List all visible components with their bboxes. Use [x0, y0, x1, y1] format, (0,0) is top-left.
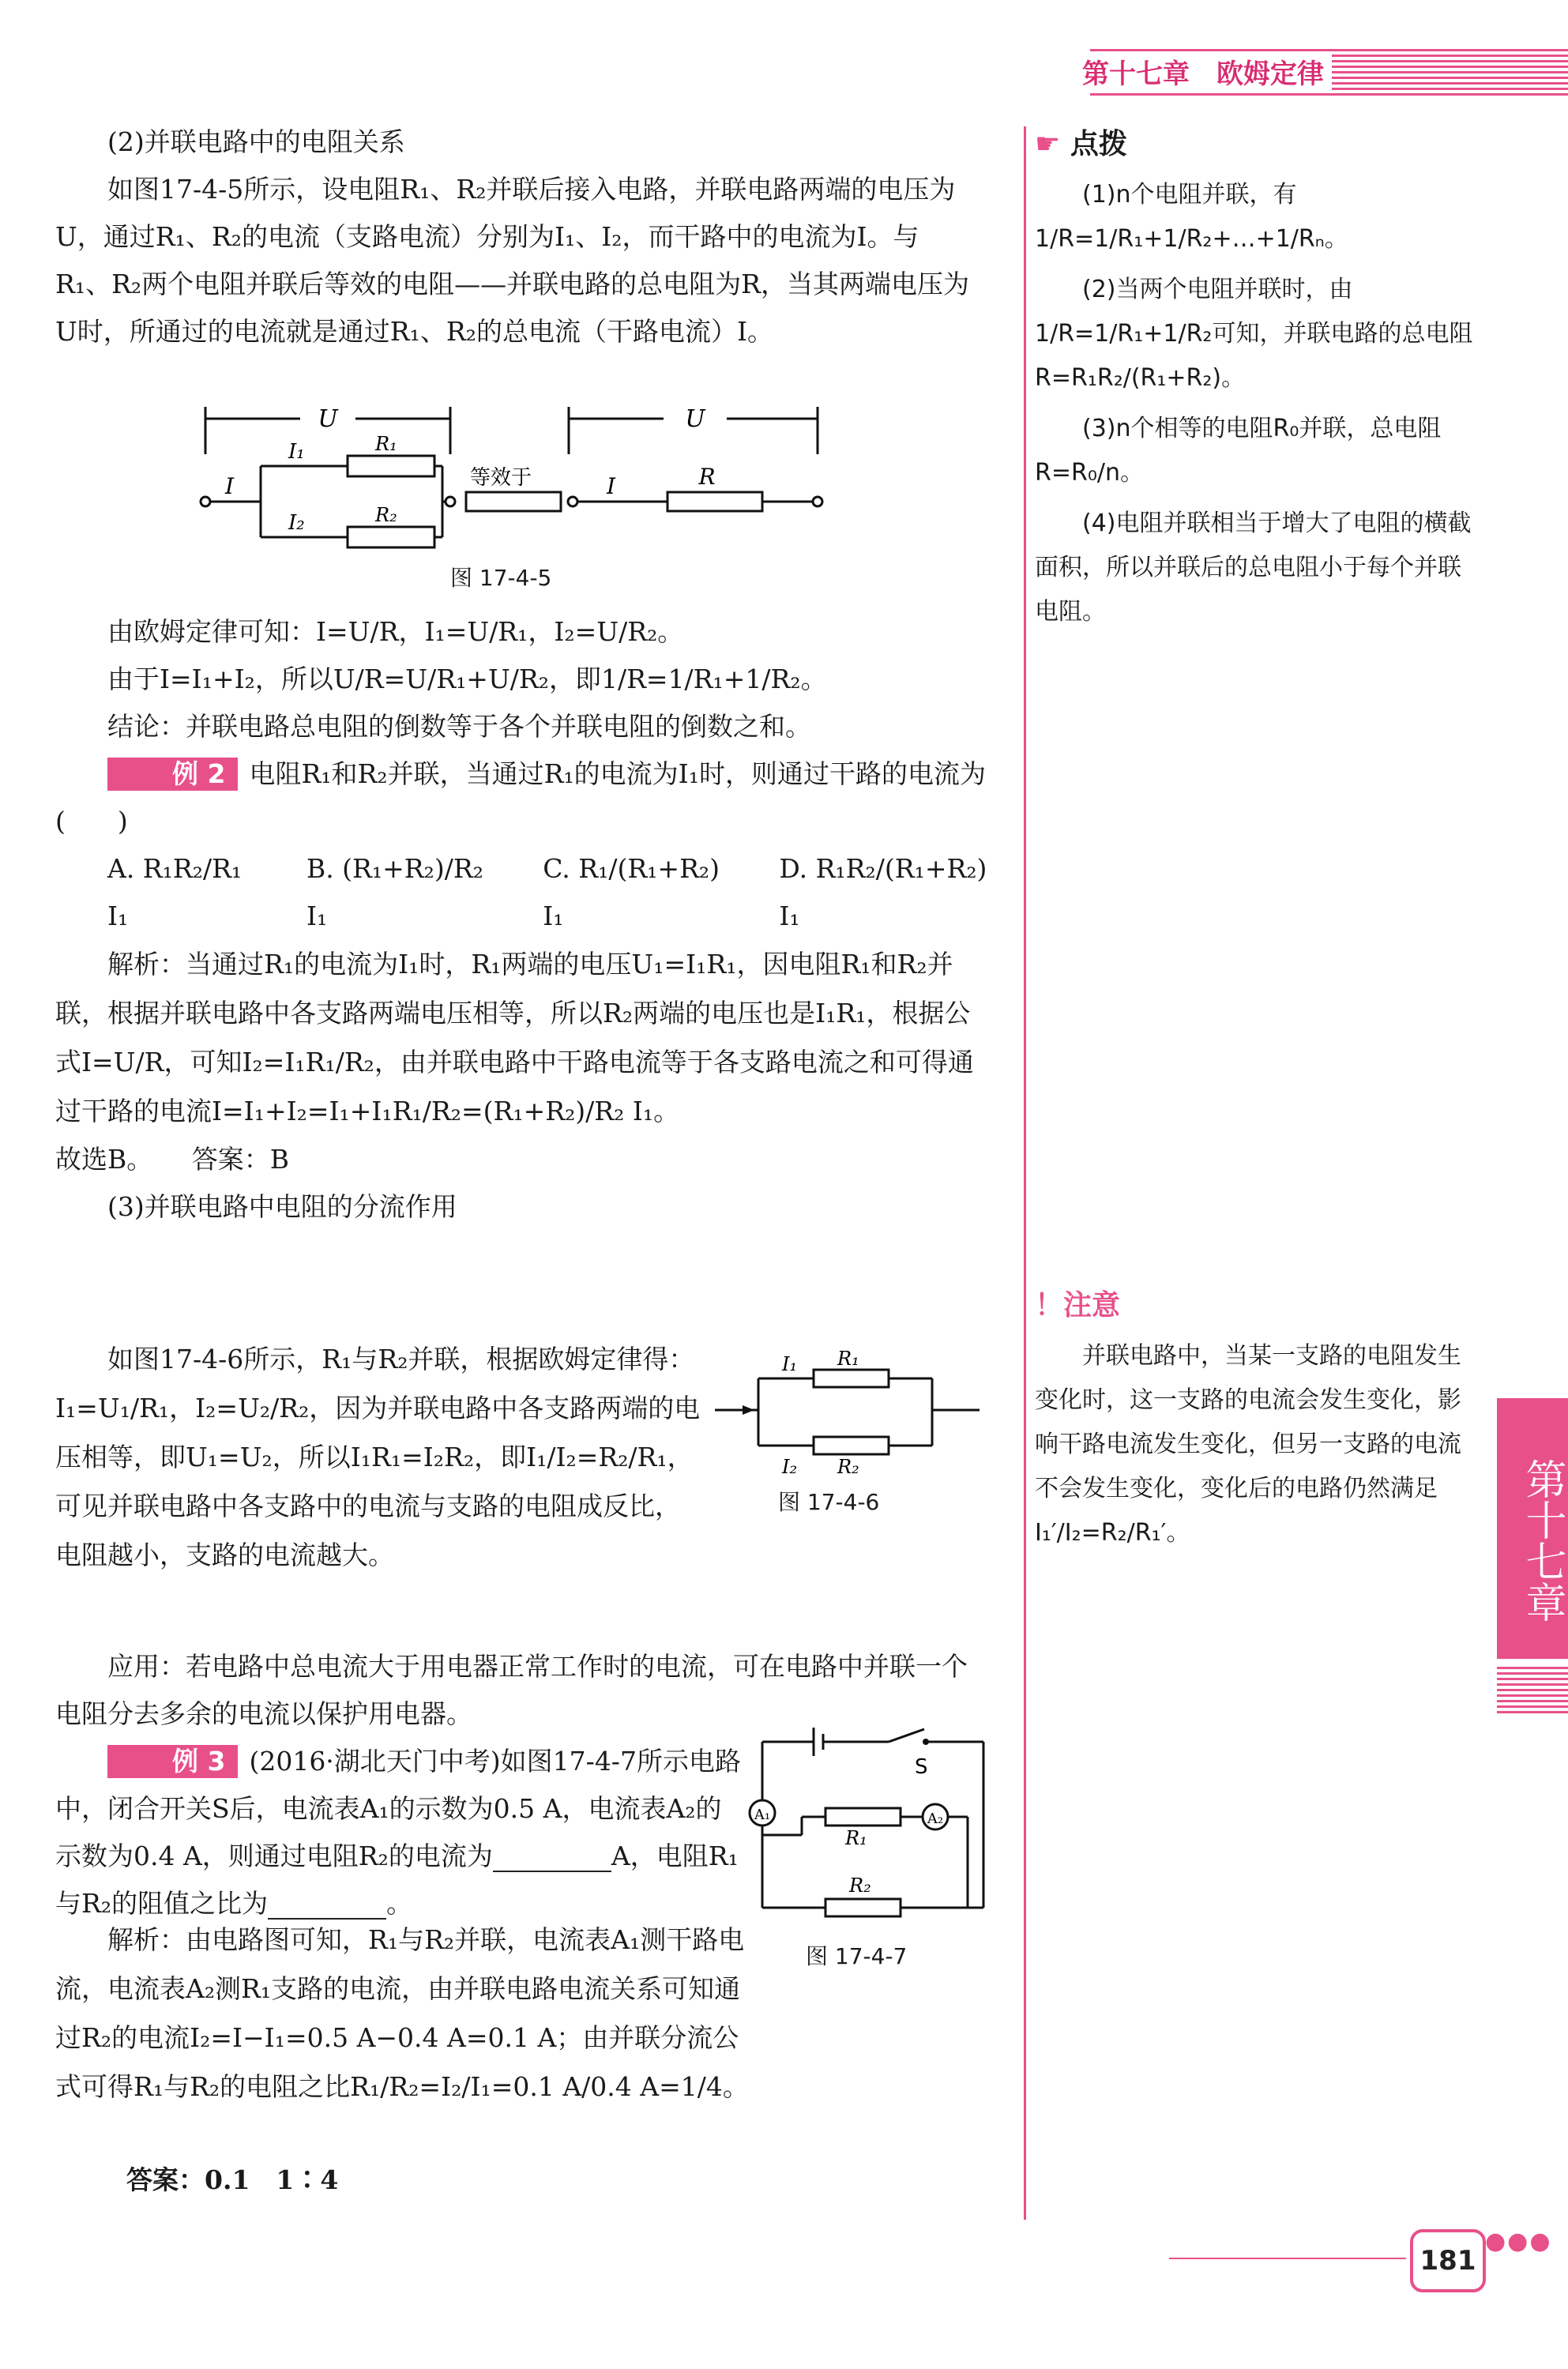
page-number: 181 — [1410, 2229, 1486, 2292]
example-3-text-1: (2016·湖北天门中考)如图17-4-7所示电路中，闭合开关S后，电流表A₁的示数为0.5 A，电流表A₂的示数为0.4 A，则通过电阻R₂的电流为 — [55, 1746, 741, 1871]
section-3-application: 应用：若电路中总电流大于用电器正常工作时的电流，可在电路中并联一个电阻分去多余的电流以保护用电器。 — [55, 1651, 968, 1729]
example-3-tag: 例 3 — [107, 1745, 238, 1778]
fig5-label-u-right: U — [685, 405, 705, 433]
fig5-equivalent-label: 等效于 — [470, 466, 532, 490]
figure-17-4-5-caption: 图 17-4-5 — [450, 565, 552, 591]
footer-line — [1169, 2258, 1406, 2259]
example-3-question — [55, 1738, 743, 1927]
fig7-label-s: S — [915, 1755, 928, 1779]
fig6-label-i2: I₂ — [782, 1456, 798, 1478]
section-3-paragraph: 如图17-4-6所示，R₁与R₂并联，根据欧姆定律得：I₁=U₁/R₁，I₂=U₂/R₂，因为并联电路中各支路两端的电压相等，即U₁=U₂，所以I₁R₁=I₂R₂，即I₁/I₂=R₂/R₁，可见并联电路中各支路中的电流与支路的电阻成反比，电阻越小，支路的电流越大。 — [55, 1344, 701, 1570]
fig5-label-u-left: U — [318, 405, 338, 433]
example-3-text-2: A，电阻R₁与R₂的阻值之比为 — [55, 1841, 739, 1919]
footer-dots: ●●● — [1485, 2228, 1552, 2255]
example-3-answer-block — [126, 2157, 1058, 2204]
main-column-part-2 — [55, 608, 987, 1231]
example-2-options — [55, 845, 987, 940]
section-2-paragraph: 如图17-4-5所示，设电阻R₁、R₂并联后接入电路，并联电路两端的电压为U，通过R₁、R₂的电流（支路电流）分别为I₁、I₂，而干路中的电流为I。与R₁、R₂两个电阻并联后等效的电阻——并联电路的总电阻为R，当其两端电压为U时，所通过的电流就是通过R₁、R₂的总电流（干路电流）I。 — [55, 174, 969, 347]
tip-4: (4)电阻并联相当于增大了电阻的横截面积，所以并联后的总电阻小于每个并联电阻。 — [1035, 510, 1472, 626]
tip-3: (3)n个相等的电阻R₀并联，总电阻R=R₀/n。 — [1035, 415, 1442, 487]
note-box — [1035, 1284, 1477, 1562]
main-column-part-4 — [55, 1916, 987, 2111]
tip-title: ☛ 点拨 — [1035, 128, 1127, 160]
ohm-law-line: 由欧姆定律可知：I=U/R，I₁=U/R₁，I₂=U/R₂。 — [107, 616, 684, 647]
example-3-text-3: 。 — [386, 1888, 413, 1919]
fig5-label-r: R — [698, 464, 716, 490]
chapter-tab: 第十七章 — [1497, 1398, 1568, 1659]
fig7-label-r1: R₁ — [845, 1827, 867, 1849]
fig7-label-a1: A₁ — [754, 1807, 771, 1823]
figure-17-4-6 — [711, 1335, 995, 1485]
figure-17-4-7-caption: 图 17-4-7 — [806, 1943, 908, 1969]
chapter-tab-stripes — [1497, 1667, 1568, 1714]
section-3-title: (3)并联电路中电阻的分流作用 — [107, 1191, 457, 1222]
fig7-label-r2: R₂ — [849, 1875, 871, 1897]
tip-1: (1)n个电阻并联，有1/R=1/R₁+1/R₂+…+1/Rₙ。 — [1035, 181, 1348, 253]
margin-divider — [1024, 126, 1026, 2220]
example-2-question — [55, 750, 987, 845]
conclusion-line: 结论：并联电路总电阻的倒数等于各个并联电阻的倒数之和。 — [107, 711, 811, 742]
example-3-answer: 答案：0.1 1∶4 — [126, 2164, 339, 2195]
section-2-title: (2)并联电路中的电阻关系 — [107, 126, 405, 157]
main-column — [55, 118, 987, 355]
fig6-label-r1: R₁ — [837, 1348, 859, 1370]
note-title: ！注意 — [1035, 1289, 1121, 1322]
fig7-label-a2: A₂ — [927, 1811, 944, 1827]
fig5-label-i-eq: I — [607, 473, 616, 499]
example-2-tag: 例 2 — [107, 758, 238, 791]
fig5-label-i2: I₂ — [288, 511, 305, 535]
figure-17-4-5 — [190, 391, 885, 561]
option-a: A. R₁R₂/R₁ I₁ — [107, 853, 243, 931]
example-2-analysis: 解析：当通过R₁的电流为I₁时，R₁两端的电压U₁=I₁R₁，因电阻R₁和R₂并联，根据并联电路中各支路两端电压相等，所以R₂两端的电压也是I₁R₁，根据公式I=U/R，可知I₂=I₁R₁/R₂，由并联电路中干路电流等于各支路电流之和可得通过干路的电流I=I₁+I₂=I₁+I₁R₁/R₂=(R₁+R₂)/R₂ I₁。 — [55, 949, 974, 1126]
note-text: 并联电路中，当某一支路的电阻发生变化时，这一支路的电流会发生变化，影响干路电流发生变化，但另一支路的电流不会发生变化，变化后的电路仍然满足I₁′/I₂=R₂/R₁′。 — [1035, 1342, 1461, 1547]
example-2-text: 电阻R₁和R₂并联，当通过R₁的电流为I₁时，则通过干路的电流为( ) — [55, 758, 986, 837]
example-3-analysis: 解析：由电路图可知，R₁与R₂并联，电流表A₁测干路电流，电流表A₂测R₁支路的电流，由并联电路电流关系可知通过R₂的电流I₂=I−I₁=0.5 A−0.4 A=0.1 A；由并联分流公式可得R₁与R₂的电阻之比R₁/R₂=I₂/I₁=0.1 A/0.4 A=1/4。 — [55, 1924, 749, 2102]
answer-blank-1[interactable] — [493, 1844, 611, 1872]
option-b: B. (R₁+R₂)/R₂ I₁ — [306, 853, 483, 931]
chapter-header: 第十七章 欧姆定律 — [1074, 52, 1332, 91]
example-2-answer: 故选B。 答案：B — [55, 1144, 290, 1175]
option-d: D. R₁R₂/(R₁+R₂) I₁ — [779, 853, 987, 931]
option-c: C. R₁/(R₁+R₂) I₁ — [543, 853, 720, 931]
tip-2: (2)当两个电阻并联时，由1/R=1/R₁+1/R₂可知，并联电路的总电阻R=R₁R₂/(R₁+R₂)。 — [1035, 276, 1473, 392]
pointing-hand-icon: ☛ — [1035, 128, 1070, 160]
fig5-label-i1: I₁ — [288, 440, 305, 464]
figure-17-4-6-caption: 图 17-4-6 — [778, 1489, 880, 1515]
fig5-label-r2: R₂ — [375, 504, 397, 526]
fig5-label-i: I — [225, 473, 235, 499]
fig6-label-i1: I₁ — [782, 1353, 798, 1375]
tip-box — [1035, 122, 1477, 641]
example-3-block — [55, 1738, 743, 1927]
figure-17-4-7 — [746, 1718, 999, 1939]
current-sum-line: 由于I=I₁+I₂，所以U/R=U/R₁+U/R₂，即1/R=1/R₁+1/R₂。 — [107, 664, 827, 694]
fig6-label-r2: R₂ — [837, 1456, 859, 1478]
fig5-label-r1: R₁ — [375, 433, 397, 455]
section-3-block — [55, 1335, 703, 1580]
